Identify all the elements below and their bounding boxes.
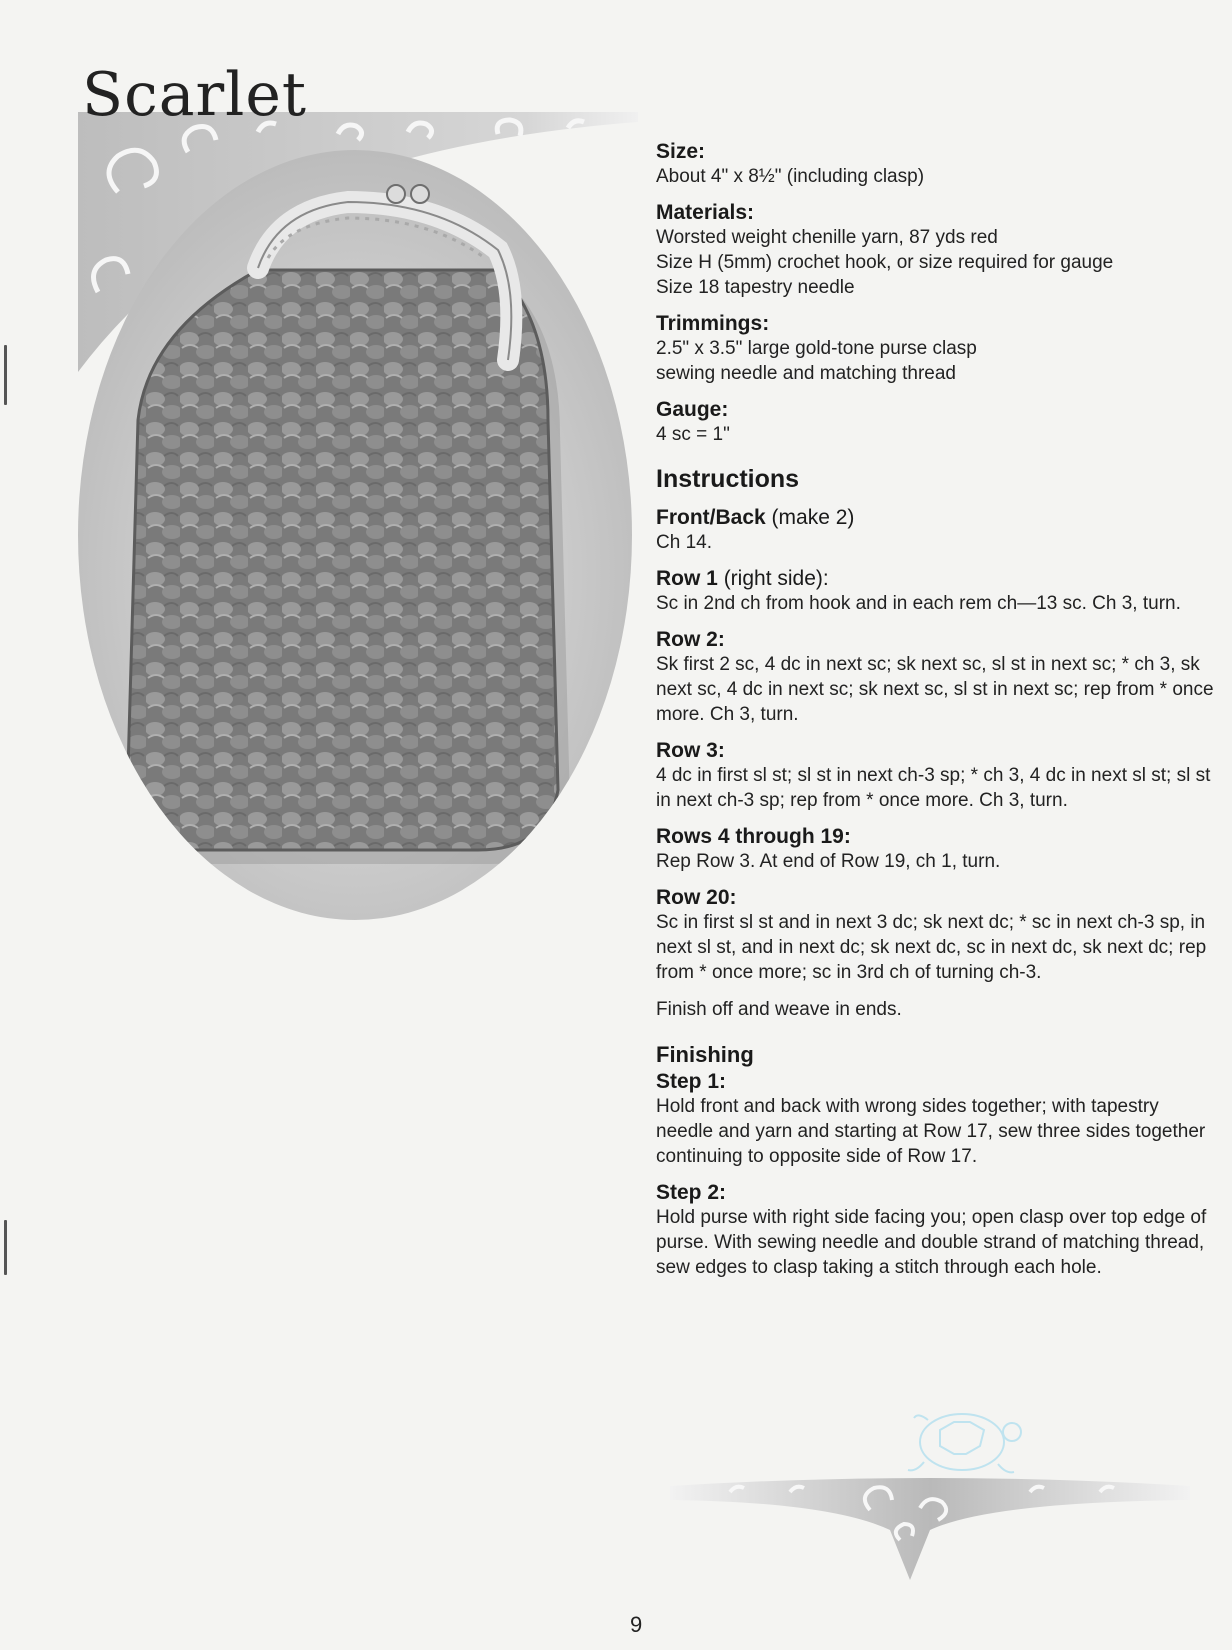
row-text: Sc in 2nd ch from hook and in each rem ch—13 sc. Ch 3, turn. (656, 593, 1181, 614)
section-heading: Trimmings: (656, 312, 770, 335)
row-heading: Row 1 (656, 567, 718, 590)
gauge-text: 4 sc = 1" (656, 424, 730, 445)
size-section (656, 140, 1216, 189)
finishing-step (656, 1181, 1216, 1280)
material-line: Size 18 tapestry needle (656, 277, 855, 298)
binding-mark (4, 345, 7, 405)
row-step (656, 739, 1216, 813)
purse-photo (78, 150, 633, 920)
trimmings-section (656, 312, 1216, 386)
trimming-line: sewing needle and matching thread (656, 363, 956, 384)
binding-mark (4, 1220, 7, 1275)
front-back-heading: Front/Back (656, 506, 766, 529)
front-back-note: (make 2) (771, 506, 855, 529)
row-note: (right side): (723, 567, 829, 590)
front-back-text: Ch 14. (656, 532, 712, 553)
row-step (656, 886, 1216, 985)
section-heading: Size: (656, 140, 706, 163)
front-back-section (656, 506, 1216, 555)
step-text: Hold front and back with wrong sides together; with tapestry needle and yarn and starting at Row 17, sew three sides together continuing to opposite side of Row 17. (656, 1096, 1206, 1167)
row-heading: Row 2: (656, 628, 725, 651)
material-line: Worsted weight chenille yarn, 87 yds red (656, 227, 998, 248)
material-line: Size H (5mm) crochet hook, or size required for gauge (656, 252, 1114, 273)
finish-off-text: Finish off and weave in ends. (656, 999, 902, 1020)
row-step (656, 567, 1216, 616)
gauge-section (656, 398, 1216, 447)
row-heading: Row 20: (656, 886, 737, 909)
row-text: Sk first 2 sc, 4 dc in next sc; sk next sc, sl st in next sc; * ch 3, sk next sc, 4 dc in next sc; sk next sc, sl st in next sc; rep from * once more. Ch 3, turn. (656, 654, 1214, 725)
step-text: Hold purse with right side facing you; open clasp over top edge of purse. With sewing needle and double strand of matching thread, sew edges to clasp taking a stitch through each hole. (656, 1207, 1207, 1278)
instructions-heading: Instructions (656, 465, 800, 493)
row-step (656, 825, 1216, 874)
size-text: About 4" x 8½" (including clasp) (656, 166, 925, 187)
finishing-step (656, 1070, 1216, 1169)
row-text: Sc in first sl st and in next 3 dc; sk next dc; * sc in next ch-3 sp, in next sl st, and in next dc; sk next dc, sc in next dc, sk next dc; rep from * once more; sc in 3rd ch of turning ch-3. (656, 912, 1207, 983)
finishing-heading: Finishing (656, 1042, 754, 1067)
row-heading: Rows 4 through 19: (656, 825, 851, 848)
trimming-line: 2.5" x 3.5" large gold-tone purse clasp (656, 338, 977, 359)
pattern-content (656, 140, 1216, 1292)
pattern-title: Scarlet (82, 60, 307, 130)
row-heading: Row 3: (656, 739, 725, 762)
step-heading: Step 1: (656, 1070, 727, 1093)
step-heading: Step 2: (656, 1181, 727, 1204)
materials-section (656, 201, 1216, 300)
page-number: 9 (630, 1612, 643, 1637)
section-heading: Gauge: (656, 398, 729, 421)
section-heading: Materials: (656, 201, 755, 224)
row-text: Rep Row 3. At end of Row 19, ch 1, turn. (656, 851, 1001, 872)
row-step (656, 628, 1216, 727)
bottom-swirl-ornament-icon (670, 1470, 1190, 1590)
row-text: 4 dc in first sl st; sl st in next ch-3 sp; * ch 3, 4 dc in next sl st; sl st in next ch-3 sp; rep from * once more. Ch 3, turn. (656, 765, 1211, 811)
